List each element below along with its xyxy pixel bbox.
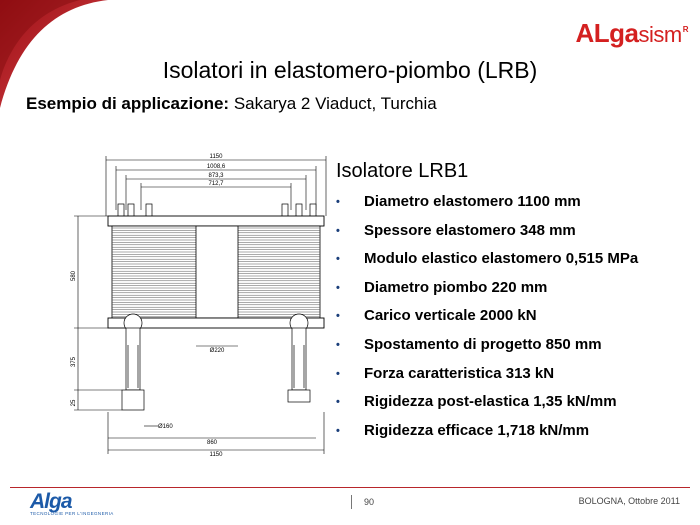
spec-item: [336, 336, 638, 365]
spec-item: [336, 365, 638, 394]
spec-item: [336, 222, 638, 251]
spec-item: [336, 422, 638, 451]
dim-anchor-375: 375: [71, 356, 77, 368]
bullet-icon: •: [336, 338, 340, 351]
spec-text: Rigidezza efficace 1,718 kN/mm: [364, 421, 590, 439]
bullet-icon: •: [336, 424, 340, 437]
brand-bold: ALga: [575, 18, 639, 48]
algasism-logo: [576, 18, 689, 49]
dim-top-1150: 1150: [209, 154, 223, 160]
bullet-icon: •: [336, 281, 340, 294]
brand-light: sism: [638, 22, 682, 47]
dim-lead-core: Ø220: [209, 348, 225, 354]
bullet-icon: •: [336, 367, 340, 380]
spec-text: Spostamento di progetto 850 mm: [364, 335, 602, 353]
spec-text: Rigidezza post-elastica 1,35 kN/mm: [364, 393, 617, 411]
spec-text: Diametro piombo 220 mm: [364, 278, 548, 296]
dim-bottom-1150: 1150: [209, 452, 223, 458]
application-example: [26, 94, 437, 114]
bullet-icon: •: [336, 396, 340, 409]
bullet-icon: •: [336, 253, 340, 266]
spec-item: [336, 279, 638, 308]
spec-text: Carico verticale 2000 kN: [364, 307, 537, 325]
spec-item: [336, 250, 638, 279]
dim-top-873: 873,3: [208, 173, 224, 179]
dim-plate-25: 25: [71, 399, 77, 407]
isolator-drawing: [66, 150, 336, 460]
footer-rule: [10, 487, 690, 488]
bullet-icon: •: [336, 224, 340, 237]
bullet-icon: •: [336, 196, 340, 208]
alga-logo: [30, 490, 114, 516]
footer-location-date: BOLOGNA, Ottobre 2011: [578, 496, 680, 506]
footer-separator: [351, 495, 352, 509]
dim-top-1008: 1008,6: [206, 164, 226, 170]
application-value: Sakarya 2 Viaduct, Turchia: [233, 94, 437, 113]
page-number: 90: [364, 497, 375, 507]
bullet-icon: •: [336, 310, 340, 323]
spec-text: Modulo elastico elastomero 0,515 MPa: [364, 250, 639, 268]
spec-text: Forza caratteristica 313 kN: [364, 364, 555, 382]
spec-list: [336, 193, 638, 450]
isolator-heading: Isolatore LRB1: [336, 160, 469, 182]
spec-text: Diametro elastomero 1100 mm: [364, 193, 581, 210]
dim-top-712: 712,7: [208, 181, 224, 187]
application-label: Esempio di applicazione:: [26, 94, 230, 113]
spec-item: [336, 393, 638, 422]
alga-logo-tagline: TECNOLOGIE PER L'INGEGNERIA: [30, 511, 114, 516]
spec-text: Spessore elastomero 348 mm: [364, 221, 576, 239]
alga-logo-word: Alga: [30, 490, 72, 513]
page-title: Isolatori in elastomero-piombo (LRB): [162, 57, 538, 83]
registered-mark: R: [682, 25, 688, 35]
spec-item: [336, 307, 638, 336]
dim-height-580: 580: [71, 270, 77, 282]
spec-item: [336, 193, 638, 222]
dim-bottom-860: 860: [206, 440, 218, 446]
dim-anchor-dia: Ø160: [158, 424, 173, 430]
